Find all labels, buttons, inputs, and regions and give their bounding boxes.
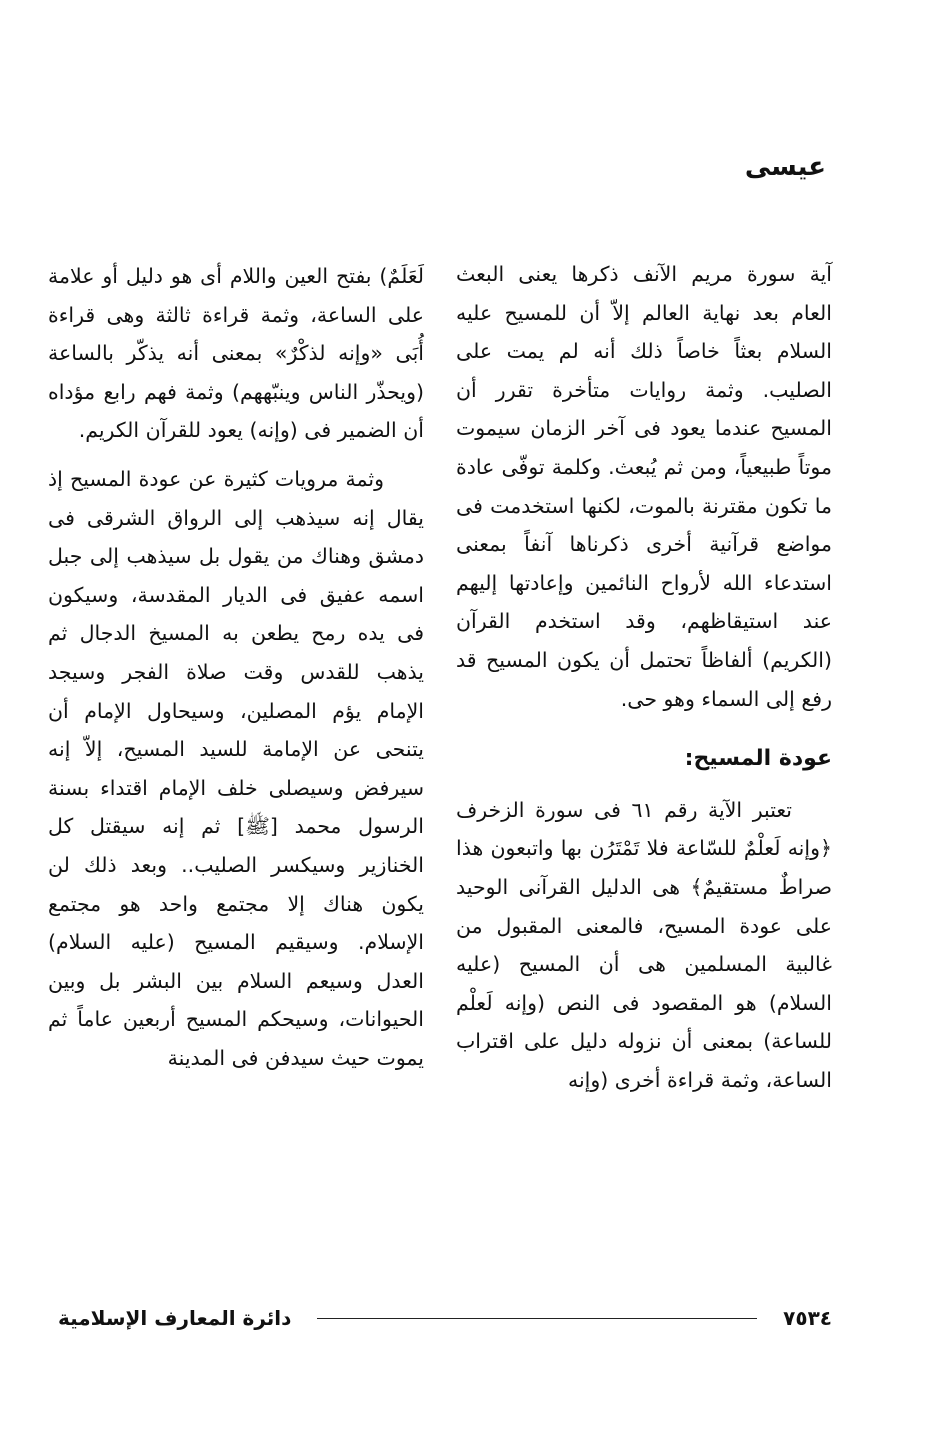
publication-title: دائرة المعارف الإسلامية <box>58 1306 292 1330</box>
footer-divider <box>317 1318 757 1319</box>
body-paragraph: وثمة مرويات كثيرة عن عودة المسيح إذ يقال إنه سيذهب إلى الرواق الشرقى فى دمشق وهناك من يقول بل سيذهب إلى جبل اسمه عفيق فى الديار المقدسة، وسيكون فى يده رمح يطعن به المسيخ الدجال ثم يذهب للقدس وقت صلاة الفجر وسيجد الإمام يؤم المصلين، وسيحاول الإمام أن يتنحى عن الإمامة للسيد المسيح، إلاّ إنه سيرفض وسيصلى خلف الإمام اقتداء بسنة الرسول محمد [ﷺ] ثم إنه سيقتل كل الخنازير وسيكسر الصليب.. وبعد ذلك لن يكون هناك إلا مجتمع واحد هو مجتمع الإسلام. وسيقيم المسيح (عليه السلام) العدل وسيعم السلام بين البشر بل وبين الحيوانات، وسيحكم المسيح أربعين عاماً ثم يموت حيث سيدفن فى المدينة <box>48 466 424 1070</box>
section-heading: عودة المسيح: <box>684 746 832 772</box>
right-text-column <box>456 255 832 1099</box>
body-paragraph: تعتبر الآية رقم ٦١ فى سورة الزخرف ﴿وإنه لَعلْمٌ للسّاعة فلا تَمْتَرُن بها واتبعون هذا صراطٌ مستقيمٌ﴾ هى الدليل القرآنى الوحيد على عودة المسيح، فالمعنى المقبول من غالبية المسلمين هى أن المسيح (عليه السلام) هو المقصود فى النص (وإنه لَعلْم للساعة) بمعنى أن نزوله دليل على اقتراب الساعة، وثمة قراءة أخرى (وإنه <box>456 797 832 1092</box>
running-header-title: عيسى <box>744 152 826 182</box>
left-text-column <box>48 257 424 1077</box>
page-footer <box>58 1298 832 1338</box>
body-paragraph: آية سورة مريم الآنف ذكرها يعنى البعث العام بعد نهاية العالم إلاّ أن للمسيح عليه السلام بعثاً خاصاً ذلك أنه لم يمت على الصليب. وثمة روايات متأخرة تقرر أن المسيح عندما يعود فى آخر الزمان سيموت موتاً طبيعياً، ومن ثم يُبعث. وكلمة توفّى عادة ما تكون مقترنة بالموت، لكنها استخدمت فى مواضع قرآنية أخرى ذكرناها آنفاً بمعنى استدعاء الله لأرواح النائمين وإعادتها إليهم عند استيقاظهم، وقد استخدم القرآن (الكريم) ألفاظاً تحتمل أن يكون المسيح قد رفع إلى السماء وهو حى. <box>456 262 832 711</box>
page-number: ٧٥٣٤ <box>783 1306 832 1330</box>
body-paragraph: لَعَلَمٌ) بفتح العين واللام أى هو دليل أو علامة على الساعة، وثمة قراءة ثالثة وهى قراءة أُبَى «وإنه لذكْرٌ» بمعنى أنه يذكّر بالساعة (ويحذّر الناس وينبّههم) وثمة فهم رابع مؤداه أن الضمير فى (وإنه) يعود للقرآن الكريم. <box>48 264 424 443</box>
